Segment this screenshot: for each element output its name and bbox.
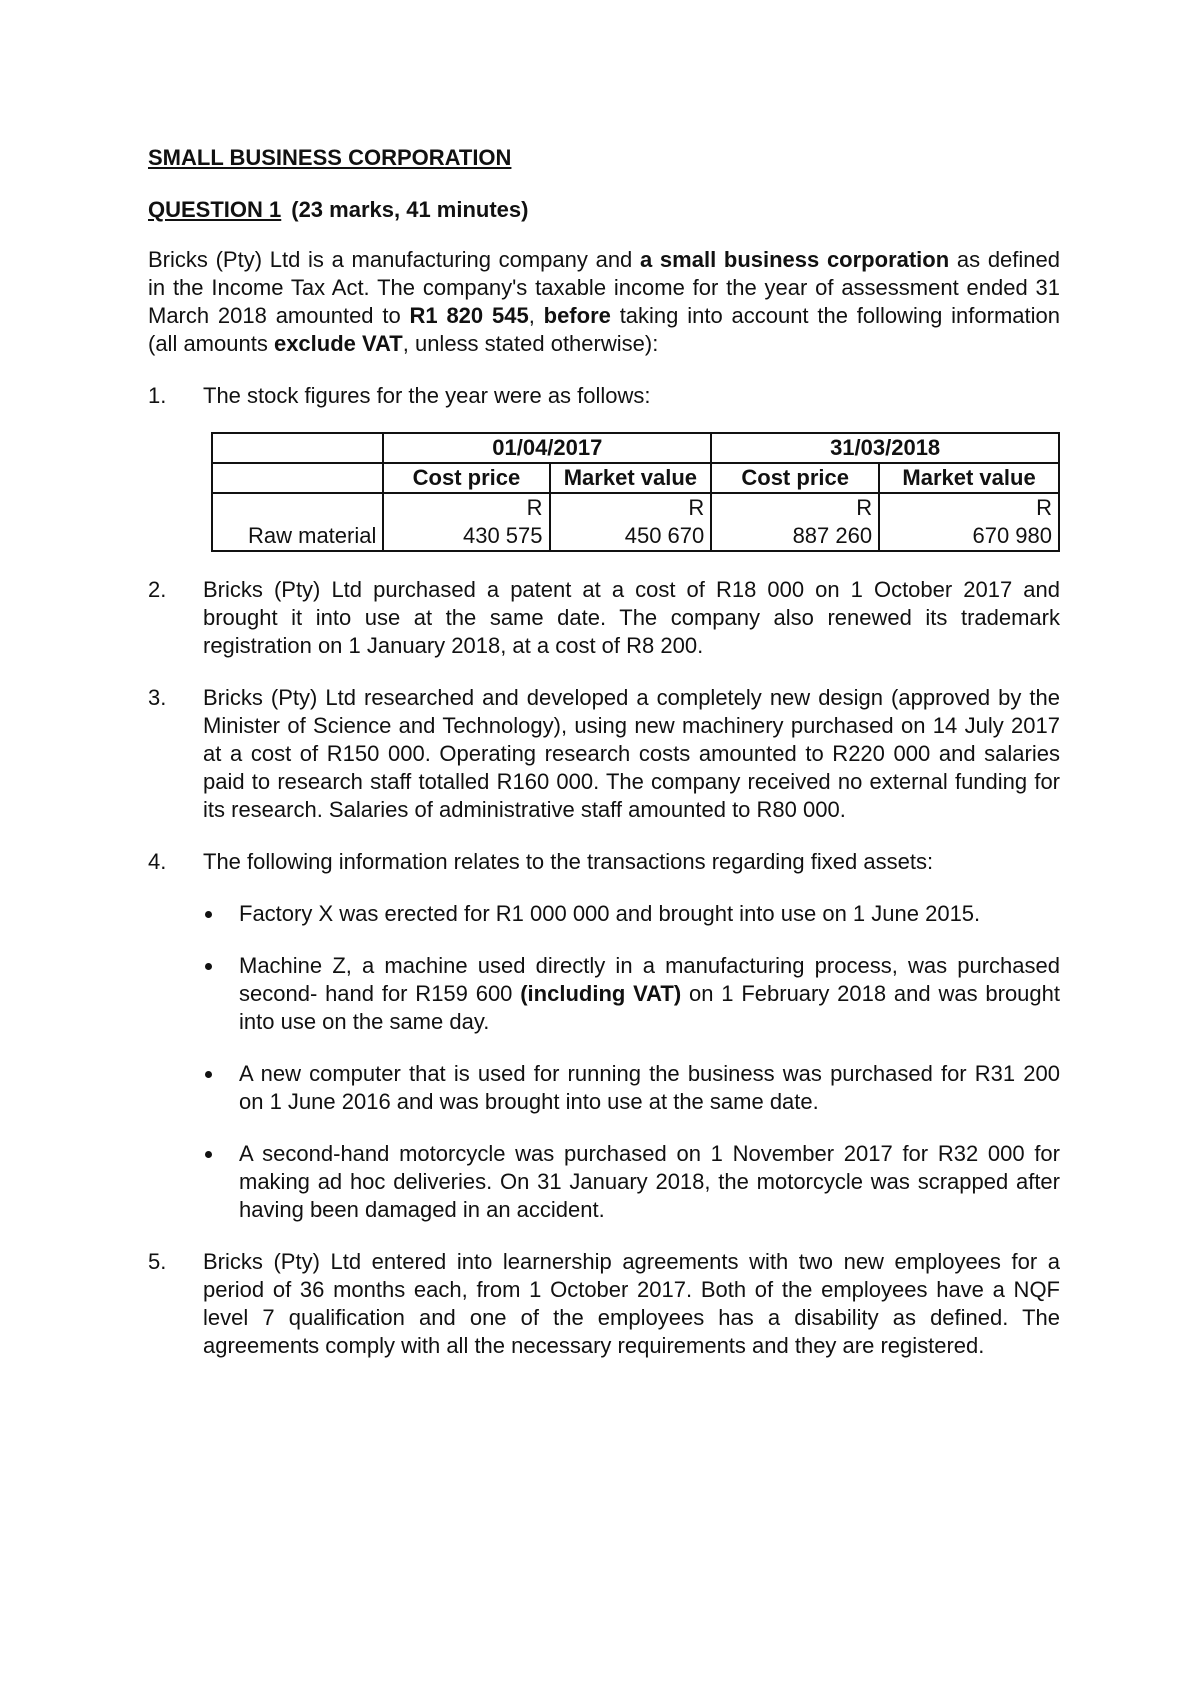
- table-period-header: 31/03/2018: [711, 433, 1059, 463]
- document-heading: SMALL BUSINESS CORPORATION: [148, 145, 512, 170]
- bullet-item: [203, 1060, 1060, 1116]
- list-item: [148, 576, 1060, 660]
- bullet-text: [239, 952, 1060, 1036]
- intro-text-3: ,: [528, 303, 544, 328]
- table-unit-cell: R: [879, 493, 1059, 522]
- item-number: 2.: [148, 577, 167, 602]
- table-column-header: Cost price: [711, 463, 879, 493]
- item-number: 3.: [148, 685, 167, 710]
- item-text: Bricks (Pty) Ltd researched and developed a completely new design (approved by the Minister of Science and Technology), using new machinery purchased on 14 July 2017 at a cost of R150 000. Operating research costs amounted to R220 000 and salaries paid to research staff totalled R160 000. The company received no external funding for its research. Salaries of administrative staff amounted to R80 000.: [203, 685, 1060, 822]
- item-text: Bricks (Pty) Ltd purchased a patent at a cost of R18 000 on 1 October 2017 and brought it into use at the same date. The company also renewed its trademark registration on 1 January 2018, at a cost of R8 200.: [203, 577, 1060, 658]
- intro-bold-4: exclude VAT: [273, 331, 403, 356]
- bullet-item: [203, 952, 1060, 1036]
- item-number: 4.: [148, 849, 167, 874]
- fixed-assets-list: [203, 900, 1060, 1224]
- question-marks: (23 marks, 41 minutes): [291, 197, 529, 222]
- bullet-item: [203, 1140, 1060, 1224]
- list-item: [148, 684, 1060, 824]
- item-text: Bricks (Pty) Ltd entered into learnership agreements with two new employees for a period of 36 months each, from 1 October 2017. Both of the employees have a NQF level 7 qualification and one of the employees has a disability as defined. The agreements comply with all the necessary requirements and they are registered.: [203, 1249, 1060, 1358]
- bullet-text: A second-hand motorcycle was purchased on 1 November 2017 for R32 000 for making ad hoc deliveries. On 31 January 2018, the motorcycle was scrapped after having been damaged in an accident.: [239, 1141, 1060, 1222]
- table-column-header: Market value: [550, 463, 712, 493]
- bullet-text-part: on 1 February 2018 and was brought into use on the same day.: [239, 981, 1060, 1034]
- table-corner-cell: [212, 463, 383, 493]
- table-value-cell: 450 670: [550, 522, 712, 551]
- bullet-icon: [203, 1060, 239, 1116]
- item-text: The following information relates to the transactions regarding fixed assets:: [203, 849, 934, 874]
- bullet-icon: [203, 1140, 239, 1224]
- intro-bold-3: before: [543, 303, 611, 328]
- intro-bold-2: R1 820 545: [409, 303, 529, 328]
- list-item: [148, 382, 1060, 410]
- list-item: [148, 1248, 1060, 1360]
- intro-text-5: , unless stated otherwise):: [402, 331, 659, 356]
- item-content: [203, 848, 1060, 1224]
- intro-paragraph: [148, 246, 1060, 358]
- question-title: [148, 196, 1060, 224]
- table-corner-cell: [212, 433, 383, 463]
- question-label: QUESTION 1: [148, 197, 282, 222]
- table-unit-cell: R: [383, 493, 549, 522]
- table-unit-cell: R: [711, 493, 879, 522]
- intro-text-4: taking into account the following information (all amounts: [148, 303, 1061, 356]
- item-number: 5.: [148, 1249, 167, 1274]
- table-value-cell: 887 260: [711, 522, 879, 551]
- item-number: 1.: [148, 383, 167, 408]
- bullet-text: A new computer that is used for running the business was purchased for R31 200 on 1 June 2016 and was brought into use at the same date.: [239, 1061, 1060, 1114]
- bullet-item: [203, 900, 1060, 928]
- table-column-header: Market value: [879, 463, 1059, 493]
- stock-table: [211, 432, 1060, 552]
- document-page: [148, 144, 1060, 1360]
- table-period-header: 01/04/2017: [383, 433, 711, 463]
- table-unit-cell: R: [550, 493, 712, 522]
- table-row-label: Raw material: [212, 522, 383, 551]
- list-item: [148, 848, 1060, 1224]
- table-blank-cell: [212, 493, 383, 522]
- table-column-header: Cost price: [383, 463, 549, 493]
- bullet-icon: [203, 900, 239, 928]
- bullet-icon: [203, 952, 239, 1036]
- table-value-cell: 430 575: [383, 522, 549, 551]
- intro-bold-1: a small business corporation: [640, 247, 950, 272]
- intro-text-2: as defined in the Income Tax Act. The company's taxable income for the year of assessment ended 31 March 2018 amounted to: [148, 247, 1060, 328]
- item-text: The stock figures for the year were as follows:: [203, 383, 651, 408]
- table-value-cell: 670 980: [879, 522, 1059, 551]
- bullet-bold-part: (including VAT): [520, 981, 682, 1006]
- bullet-text-part: Machine Z, a machine used directly in a manufacturing process, was purchased second- hand for R159 600: [239, 953, 1060, 1006]
- bullet-text: Factory X was erected for R1 000 000 and brought into use on 1 June 2015.: [239, 901, 981, 926]
- intro-text-1: Bricks (Pty) Ltd is a manufacturing company and: [148, 247, 640, 272]
